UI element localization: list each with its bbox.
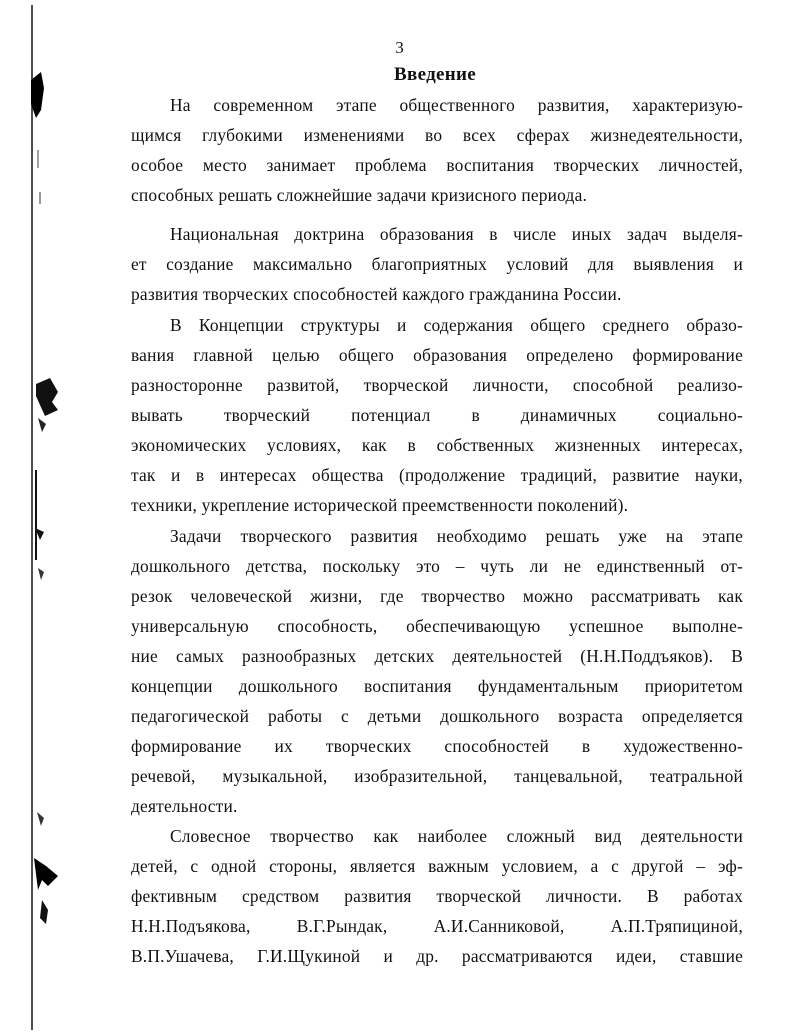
text-line: экономических условиях, как в собственных жизненных интересах,	[131, 435, 743, 455]
text-line: В Концепции структуры и содержания общего среднего образо-	[170, 315, 743, 335]
text-line: техники, укрепление исторической преемственности поколений).	[131, 495, 629, 515]
text-line: дошкольного детства, поскольку это – чуть ли не единственный от-	[131, 556, 743, 576]
text-line: универсальную способность, обеспечивающую успешное выполне-	[131, 616, 743, 636]
text-line: так и в интересах общества (продолжение традиций, развитие науки,	[131, 465, 743, 485]
text-line: детей, с одной стороны, является важным условием, а с другой – эф-	[131, 856, 743, 876]
text-line: резок человеческой жизни, где творчество можно рассматривать как	[131, 586, 743, 606]
text-line: ние самых разнообразных детских деятельностей (Н.Н.Поддъяков). В	[131, 646, 743, 666]
text-line: деятельности.	[131, 796, 238, 816]
text-line: разносторонне развитой, творческой личности, способной реализо-	[131, 375, 743, 395]
text-line: Национальная доктрина образования в числе иных задач выделя-	[170, 224, 743, 244]
text-line: вывать творческий потенциал в динамичных социально-	[131, 405, 743, 425]
scan-margin-artifacts	[0, 0, 70, 1034]
text-line: ет создание максимально благоприятных условий для выявления и	[131, 254, 743, 274]
text-line: способных решать сложнейшие задачи кризисного периода.	[131, 185, 588, 205]
text-line: речевой, музыкальной, изобразительной, танцевальной, театральной	[131, 766, 743, 786]
text-line: фективным средством развития творческой личности. В работах	[131, 886, 743, 906]
section-title: Введение	[394, 64, 476, 85]
text-line: Задачи творческого развития необходимо решать уже на этапе	[170, 526, 743, 546]
text-line: развития творческих способностей каждого гражданина России.	[131, 284, 622, 304]
text-line: педагогической работы с детьми дошкольного возраста определяется	[131, 706, 743, 726]
text-line: концепции дошкольного воспитания фундаментальным приоритетом	[131, 676, 743, 696]
text-line: Н.Н.Подъякова, В.Г.Рындак, А.И.Санниковой, А.П.Тряпициной,	[131, 916, 743, 936]
page-number: 3	[395, 38, 404, 57]
text-line: На современном этапе общественного развития, характеризую-	[170, 95, 743, 115]
text-line: вания главной целью общего образования определено формирование	[131, 345, 743, 365]
text-line: щимся глубокими изменениями во всех сферах жизнедеятельности,	[131, 125, 743, 145]
text-line: особое место занимает проблема воспитания творческих личностей,	[131, 155, 743, 175]
text-line: формирование их творческих способностей в художественно-	[131, 736, 743, 756]
text-line: В.П.Ушачева, Г.И.Щукиной и др. рассматриваются идеи, ставшие	[131, 946, 743, 966]
text-line: Словесное творчество как наиболее сложный вид деятельности	[170, 826, 743, 846]
